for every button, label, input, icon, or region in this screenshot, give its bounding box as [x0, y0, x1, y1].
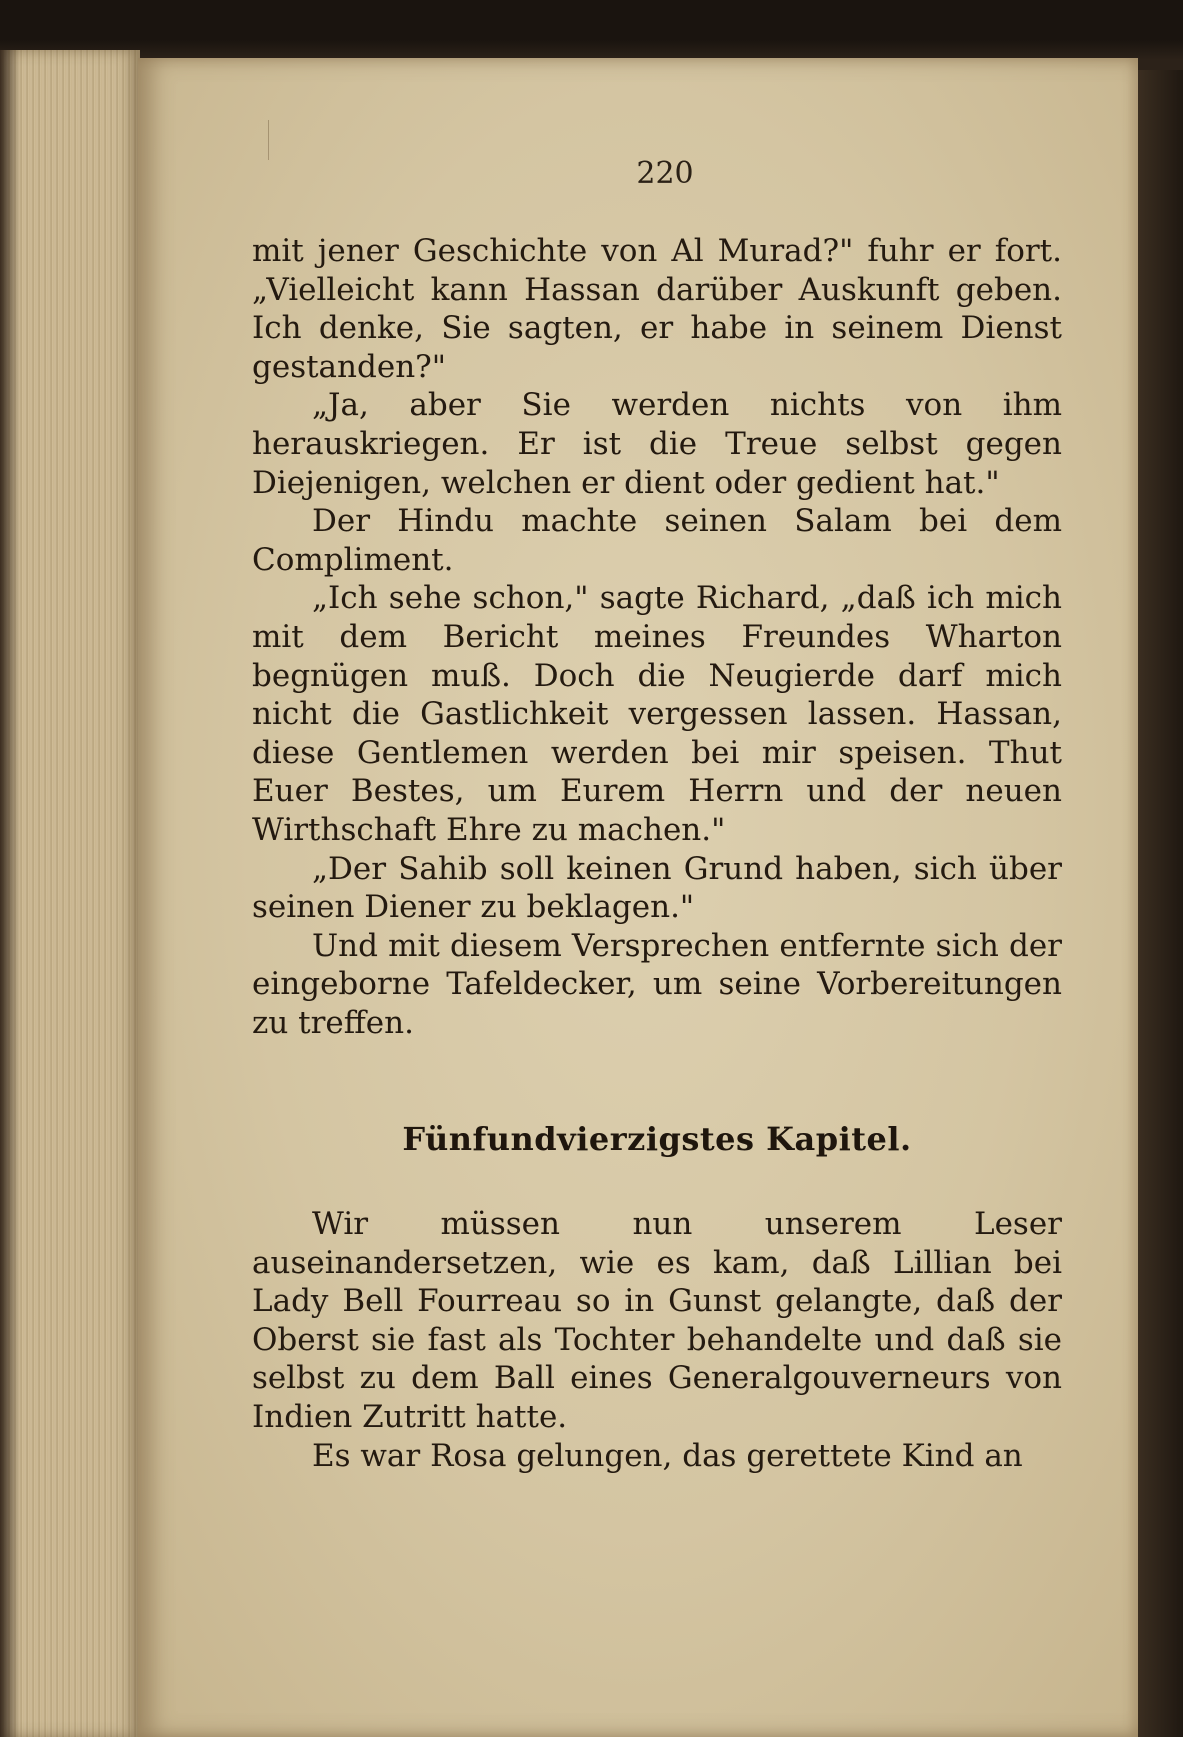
paragraph: „Ich sehe schon," sagte Richard, „daß ich mich mit dem Bericht meines Freundes Wharton begnügen muß. Doch die Neugierde darf mich nicht die Gastlichkeit vergessen lassen. Hassan, diese Gentlemen werden bei mir speisen. Thut Euer Bestes, um Eurem Herrn und der neuen Wirthschaft Ehre zu machen.": [252, 580, 1062, 848]
paragraph: Es war Rosa gelungen, das gerettete Kind an: [312, 1437, 1023, 1474]
chapter-title: Fünfundvierzigstes Kapitel.: [402, 1120, 912, 1159]
page-number: 220: [636, 156, 694, 191]
spine-shadow: [0, 50, 20, 1737]
page-stack-edges: [0, 50, 140, 1737]
paragraph: „Ja, aber Sie werden nichts von ihm herauskriegen. Er ist die Treue selbst gegen Diejenigen, welchen er dient oder gedient hat.": [252, 387, 1062, 501]
paragraph: Und mit diesem Versprechen entfernte sich der eingeborne Tafeldecker, um seine Vorbereitungen zu treffen.: [252, 927, 1062, 1041]
paragraph: mit jener Geschichte von Al Murad?" fuhr er fort. „Vielleicht kann Hassan darüber Auskunft geben. Ich denke, Sie sagten, er habe in seinem Dienst gestanden?": [252, 233, 1062, 385]
paragraph: Der Hindu machte seinen Salam bei dem Compliment.: [252, 503, 1062, 578]
paper-crease: [268, 120, 269, 160]
paragraph: Wir müssen nun unserem Leser auseinandersetzen, wie es kam, daß Lillian bei Lady Bell Fourreau so in Gunst gelangte, daß der Oberst sie fast als Tochter behandelte und daß sie selbst zu dem Ball eines Generalgouverneurs von Indien Zutritt hatte.: [252, 1206, 1062, 1436]
book-cover-edge: [1138, 70, 1183, 1737]
page-text: [252, 232, 1062, 1475]
paragraph: „Der Sahib soll keinen Grund haben, sich über seinen Diener zu beklagen.": [252, 850, 1062, 926]
